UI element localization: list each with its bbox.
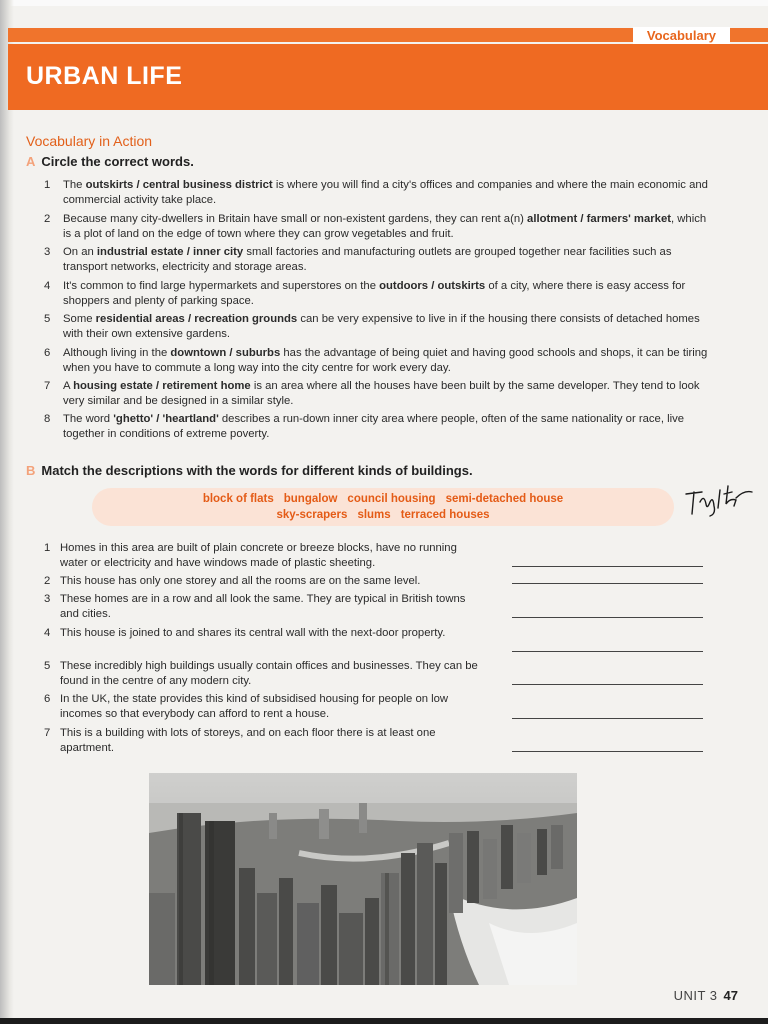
exercise-b-item (44, 692, 484, 721)
item-text-part: The word (63, 413, 114, 425)
item-text: In the UK, the state provides this kind of subsidised housing for people on low incomes so that everybody can afford to rent a house. (60, 693, 449, 720)
item-text: Homes in this area are built of plain concrete or breeze blocks, have no running water or electricity and have windows made of plastic sheeting. (60, 542, 457, 569)
answer-line[interactable] (512, 583, 703, 584)
word-bank-word: bungalow (283, 493, 338, 505)
item-text: These homes are in a row and all look the same. They are typical in British towns and cities. (60, 593, 466, 620)
word-bank-row-1 (92, 493, 674, 505)
item-number: 1 (44, 542, 51, 554)
item-text (63, 312, 709, 341)
exercise-a-item (44, 245, 709, 274)
exercise-a-item (44, 412, 709, 441)
page-footer (674, 988, 738, 1003)
exercise-a-instruction: Circle the correct words. (41, 154, 194, 169)
exercise-a-item (44, 178, 709, 207)
exercise-b-item (44, 592, 484, 621)
item-text-part: On an (63, 246, 97, 258)
item-text-part: is where you will find a city's offices and companies and where the main economic and commercial activity take place. (63, 179, 708, 206)
item-text (63, 379, 709, 408)
item-text-part: Because many city-dwellers in Britain have small or non-existent gardens, they can rent a(n) (63, 213, 528, 225)
exercise-a-item (44, 346, 709, 375)
item-text (63, 212, 709, 241)
exercise-a-letter: A (26, 154, 36, 169)
answer-line[interactable] (512, 566, 703, 567)
word-bank-word: council housing (347, 493, 436, 505)
item-number: 2 (44, 575, 51, 587)
item-number: 6 (44, 693, 51, 705)
exercise-b-item (44, 626, 484, 641)
item-text-part: The (63, 179, 86, 191)
answer-line[interactable] (512, 651, 703, 652)
word-bank-word: sky-scrapers (276, 509, 348, 521)
item-text-part: small factories and manufacturing outlets are grouped together near facilities such as transport networks, electricity and storage areas. (63, 246, 672, 273)
exercise-a-item (44, 279, 709, 308)
word-choice[interactable]: 'ghetto' / 'heartland' (113, 413, 219, 425)
item-text-part: Although living in the (63, 347, 171, 359)
word-choice[interactable]: residential areas / recreation grounds (95, 313, 298, 325)
title-banner (8, 44, 768, 110)
answer-line[interactable] (512, 718, 703, 719)
item-text-part: of a city, where there is easy access for shoppers and plenty of parking space. (63, 280, 686, 307)
binding-shadow (0, 0, 14, 1024)
page-number: 47 (723, 988, 738, 1003)
item-number: 1 (44, 179, 51, 191)
item-text (63, 178, 709, 207)
word-choice[interactable]: outskirts / central business district (85, 179, 273, 191)
unit-label: UNIT 3 (673, 988, 718, 1003)
page-top-edge (0, 0, 768, 6)
city-skyline-photo (149, 773, 577, 985)
item-number: 5 (44, 660, 51, 672)
word-choice[interactable]: industrial estate / inner city (96, 246, 244, 258)
word-bank (92, 488, 674, 526)
exercise-b-heading (26, 463, 473, 478)
item-number: 4 (44, 280, 51, 292)
word-choice[interactable]: downtown / suburbs (170, 347, 281, 359)
answer-line[interactable] (512, 684, 703, 685)
word-choice[interactable]: housing estate / retirement home (73, 380, 251, 392)
word-bank-word: block of flats (202, 493, 274, 505)
word-bank-word: semi-detached house (445, 493, 564, 505)
word-choice[interactable]: outdoors / outskirts (379, 280, 486, 292)
answer-line[interactable] (512, 617, 703, 618)
section-tab: Vocabulary (633, 27, 730, 44)
item-number: 4 (44, 627, 51, 639)
item-text: This house is joined to and shares its central wall with the next-door property. (60, 627, 446, 639)
item-number: 6 (44, 347, 51, 359)
handwritten-signature (680, 480, 760, 520)
item-text (63, 245, 709, 274)
item-number: 7 (44, 727, 51, 739)
item-text-part: can be very expensive to live in if the housing there consists of detached homes with their own extensive gardens. (63, 313, 700, 340)
item-text: These incredibly high buildings usually contain offices and businesses. They can be found in the centre of any modern city. (60, 660, 478, 687)
item-text (63, 412, 709, 441)
item-number: 2 (44, 213, 51, 225)
page-title: URBAN LIFE (26, 62, 183, 90)
answer-line[interactable] (512, 751, 703, 752)
page-bottom-edge (0, 1018, 768, 1024)
item-text: This is a building with lots of storeys, and on each floor there is at least one apartment. (60, 727, 436, 754)
exercise-a-item (44, 379, 709, 408)
item-text-part: describes a run-down inner city area where people, often of the same nationality or race, live together in conditions of extreme poverty. (63, 413, 685, 440)
section-title: Vocabulary in Action (26, 133, 153, 149)
exercise-b-item (44, 726, 484, 755)
item-number: 3 (44, 593, 51, 605)
word-bank-word: terraced houses (400, 509, 490, 521)
item-text-part: is an area where all the houses have been built by the same developer. They tend to look very similar and be designed in a similar style. (63, 380, 700, 407)
item-text (63, 279, 709, 308)
exercise-b-item (44, 541, 484, 570)
word-bank-row-2 (92, 509, 674, 521)
exercise-a-item (44, 212, 709, 241)
item-text-part: has the advantage of being quiet and having good schools and shops, it can be tiring when you have to commute a long way into the city centre for work every day. (63, 347, 708, 374)
exercise-b-item (44, 574, 484, 589)
exercise-a-heading (26, 154, 194, 169)
item-number: 8 (44, 413, 51, 425)
item-number: 7 (44, 380, 51, 392)
word-choice[interactable]: allotment / farmers' market (527, 213, 671, 225)
item-text-part: Some (63, 313, 96, 325)
exercise-b-letter: B (26, 463, 36, 478)
exercise-b-instruction: Match the descriptions with the words for different kinds of buildings. (41, 463, 473, 478)
exercise-a-item (44, 312, 709, 341)
item-text: This house has only one storey and all the rooms are on the same level. (60, 575, 421, 587)
item-text-part: A (63, 380, 74, 392)
exercise-b-item (44, 659, 484, 688)
item-text-part: , which is a plot of land on the edge of town where they can grow vegetables and fruit. (63, 213, 707, 240)
item-text (63, 346, 709, 375)
item-number: 3 (44, 246, 51, 258)
item-text-part: It's common to find large hypermarkets and superstores on the (63, 280, 380, 292)
word-bank-word: slums (357, 509, 391, 521)
item-number: 5 (44, 313, 51, 325)
